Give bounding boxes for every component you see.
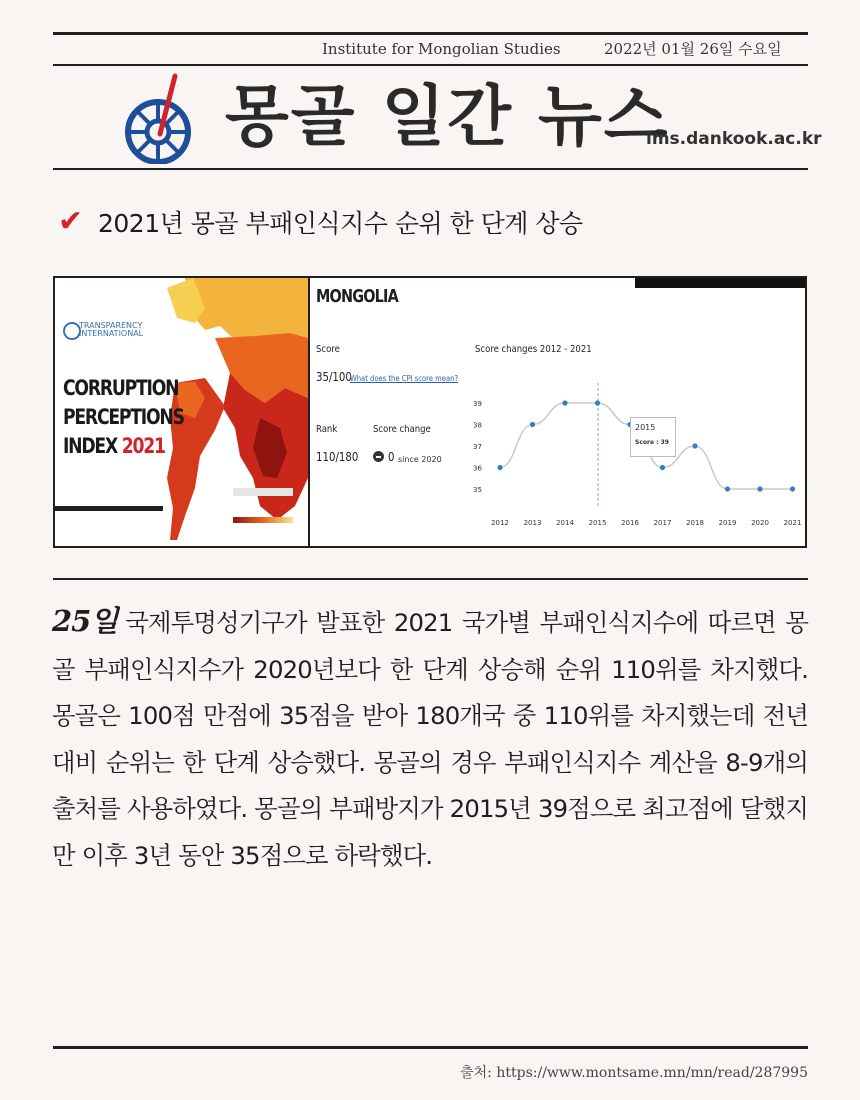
x-tick-label: 2013	[523, 519, 542, 527]
score-change-value: 0	[388, 450, 395, 464]
institute-name: Institute for Mongolian Studies	[322, 40, 561, 58]
header-rule-upper	[53, 64, 808, 66]
cover-title-line-3: INDEX	[63, 434, 118, 458]
score-label: Score	[316, 344, 340, 355]
cover-title-line-1: CORRUPTION	[63, 376, 179, 400]
source-citation[interactable]: 출처: https://www.montsame.mn/mn/read/287995	[460, 1065, 808, 1081]
data-point[interactable]	[757, 486, 762, 491]
x-tick-label: 2019	[718, 519, 737, 527]
cpi-report-cover	[55, 278, 310, 546]
y-tick-label: 38	[473, 421, 482, 430]
cpi-cover-title	[63, 374, 184, 461]
score-value: 35/100	[316, 370, 352, 384]
org-line-1: TRANSPARENCY	[79, 321, 143, 330]
x-tick-label: 2018	[686, 519, 704, 527]
article-body-block	[52, 598, 808, 879]
minus-circle-icon	[373, 451, 384, 462]
x-tick-label: 2012	[491, 519, 509, 527]
cpi-figure	[53, 276, 807, 548]
score-info-link[interactable]: What does the CPI score mean?	[350, 374, 459, 383]
top-rule	[53, 32, 808, 35]
score-change-since: since 2020	[398, 455, 442, 464]
chart-title: Score changes 2012 - 2021	[475, 344, 592, 355]
y-tick-label: 35	[473, 486, 482, 494]
y-tick-label: 37	[473, 443, 482, 451]
data-point[interactable]	[562, 400, 567, 405]
cover-year: 2021	[121, 434, 165, 458]
data-point[interactable]	[725, 486, 730, 491]
rank-value: 110/180	[316, 450, 359, 464]
tooltip-year: 2015	[635, 423, 656, 432]
footer-rule	[53, 1046, 808, 1049]
org-line-2: INTERNATIONAL	[79, 329, 144, 338]
transparency-international-label	[79, 322, 169, 338]
data-point[interactable]	[595, 400, 600, 405]
y-tick-label: 36	[473, 464, 482, 473]
score-line-chart	[463, 383, 803, 533]
x-tick-label: 2021	[783, 519, 802, 527]
ims-logo-icon	[120, 72, 202, 164]
score-change-label: Score change	[373, 424, 431, 435]
panel-top-bar	[635, 278, 805, 288]
rank-label: Rank	[316, 424, 338, 435]
tooltip-score: Score : 39	[635, 439, 669, 446]
x-tick-label: 2015	[588, 519, 607, 527]
header-rule-lower	[53, 168, 808, 170]
article-headline: 2021년 몽골 부패인식지수 순위 한 단계 상승	[98, 209, 583, 238]
cover-title-line-2: PERCEPTIONS	[63, 405, 184, 429]
x-tick-label: 2016	[621, 519, 639, 527]
data-point[interactable]	[497, 465, 502, 470]
x-tick-label: 2017	[653, 519, 672, 527]
data-point[interactable]	[530, 422, 535, 427]
chart-tooltip	[630, 417, 676, 457]
article-day: 25일	[52, 604, 118, 638]
article-body: 국제투명성기구가 발표한 2021 국가별 부패인식지수에 따르면 몽골 부패인식지수가 2020년보다 한 단계 상승해 순위 110위를 차지했다. 몽골은 100점 만점에 35점을 받아 180개국 중 110위를 차지했는데 전년 대비 순위는 한 단계 상승했다. 몽골의 경우 부패인식지수 계산을 8-9개의 출처를 사용하였다. 몽골의 부패방지가 2015년 39점으로 최고점에 달했지만 이후 3년 동안 35점으로 하락했다.	[52, 608, 808, 870]
country-name: MONGOLIA	[316, 286, 398, 307]
data-point[interactable]	[660, 465, 665, 470]
cpi-country-panel	[308, 278, 805, 546]
cover-bar	[55, 506, 163, 511]
checkmark-icon: ✔	[58, 204, 84, 239]
data-point[interactable]	[790, 486, 795, 491]
y-tick-label: 39	[473, 400, 482, 408]
data-point[interactable]	[692, 443, 697, 448]
x-tick-label: 2020	[751, 519, 769, 527]
issue-date: 2022년 01월 26일 수요일	[604, 40, 782, 58]
figure-bottom-rule	[53, 578, 808, 580]
x-tick-label: 2014	[556, 519, 574, 527]
newsletter-title: 몽골 일간 뉴스	[225, 78, 670, 155]
website-link[interactable]: ims.dankook.ac.kr	[646, 129, 822, 149]
